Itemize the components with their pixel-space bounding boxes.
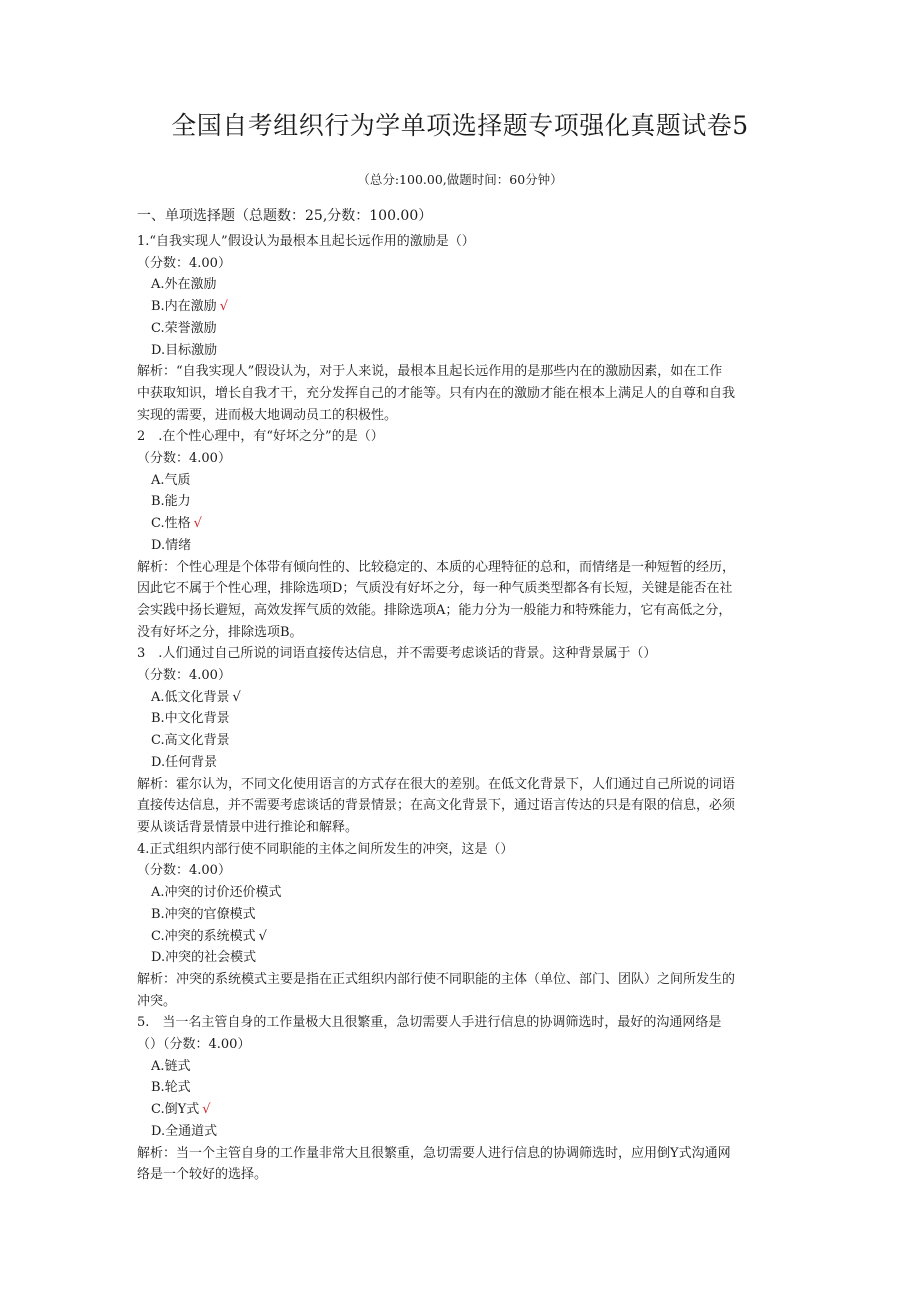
option-d: D.全通道式 bbox=[151, 1123, 218, 1139]
question-stem: 5. 当一名主管自身的工作量极大且很繁重，急切需要人手进行信息的协调筛选时，最好的沟通网络是 bbox=[137, 1015, 722, 1031]
option-b: B.中文化背景 bbox=[151, 711, 230, 727]
question-score: （分数：4.00） bbox=[137, 451, 231, 467]
question-3 bbox=[137, 643, 787, 838]
option-b: B.冲突的官僚模式 bbox=[151, 906, 256, 922]
question-5 bbox=[137, 1012, 787, 1186]
option-a: A.链式 bbox=[151, 1058, 191, 1074]
analysis-line: 会实践中扬长避短，高效发挥气质的效能。排除选项A；能力分为一般能力和特殊能力，它有高低之分， bbox=[137, 602, 732, 618]
option-b: B.轮式 bbox=[151, 1080, 191, 1096]
option-a: A.气质 bbox=[151, 472, 191, 488]
analysis-line: 中获取知识，增长自我才干，充分发挥自己的才能等。只有内在的激励才能在根本上满足人的自尊和自我 bbox=[137, 385, 736, 401]
document-body bbox=[137, 203, 787, 1186]
option-c: C.性格 √ bbox=[151, 516, 202, 532]
question-stem: 1.“自我实现人”假设认为最根本且起长远作用的激励是（） bbox=[137, 234, 475, 249]
question-score: （分数：4.00） bbox=[137, 668, 231, 684]
question-2 bbox=[137, 426, 787, 643]
analysis-line: 解析：霍尔认为，不同文化使用语言的方式存在很大的差别。在低文化背景下，人们通过自己所说的词语 bbox=[137, 776, 736, 792]
option-b: B.能力 bbox=[151, 494, 191, 510]
section-heading: 一、单项选择题（总题数：25,分数：100.00） bbox=[137, 208, 433, 224]
correct-check-icon: √ bbox=[193, 516, 202, 532]
option-b: B.内在激励 √ bbox=[151, 299, 228, 315]
question-stem: 3 .人们通过自己所说的词语直接传达信息，并不需要考虑谈话的背景。这种背景属于（） bbox=[137, 646, 657, 662]
analysis-line: 要从谈话背景情景中进行推论和解释。 bbox=[137, 819, 359, 835]
question-stem-continued: （）（分数：4.00） bbox=[137, 1037, 251, 1053]
option-c: C.荣誉激励 bbox=[151, 320, 217, 336]
question-stem: 2 .在个性心理中，有“好坏之分”的是（） bbox=[137, 429, 384, 445]
option-c: C.冲突的系统模式 √ bbox=[151, 928, 267, 944]
correct-check-icon: √ bbox=[232, 689, 241, 705]
question-score: （分数：4.00） bbox=[137, 863, 231, 879]
question-stem: 4.正式组织内部行使不同职能的主体之间所发生的冲突，这是（） bbox=[137, 841, 514, 857]
question-score: （分数：4.00） bbox=[137, 255, 231, 271]
exam-meta: （总分:100.00,做题时间：60分钟） bbox=[357, 172, 563, 187]
analysis-line: 解析：“自我实现人”假设认为，对于人来说，最根本且起长远作用的是那些内在的激励因素，如在工作 bbox=[137, 364, 723, 380]
option-d: D.冲突的社会模式 bbox=[151, 950, 257, 966]
option-a: A.低文化背景 √ bbox=[151, 689, 241, 705]
question-1 bbox=[137, 231, 787, 426]
option-a: A.外在激励 bbox=[151, 277, 217, 293]
analysis-line: 解析：当一个主管自身的工作量非常大且很繁重，急切需要人进行信息的协调筛选时，应用倒Y式沟通网 bbox=[137, 1145, 731, 1161]
analysis-line: 因此它不属于个性心理，排除选项D；气质没有好坏之分，每一种气质类型都各有长短，关键是能否在社 bbox=[137, 581, 733, 597]
analysis-line: 冲突。 bbox=[137, 993, 177, 1009]
analysis-line: 络是一个较好的选择。 bbox=[137, 1167, 268, 1183]
analysis-line: 实现的需要，进而极大地调动员工的积极性。 bbox=[137, 407, 398, 423]
option-a: A.冲突的讨价还价模式 bbox=[151, 885, 282, 901]
correct-check-icon: √ bbox=[258, 928, 267, 944]
correct-check-icon: √ bbox=[219, 299, 228, 315]
analysis-line: 解析：冲突的系统模式主要是指在正式组织内部行使不同职能的主体（单位、部门、团队）之间所发生的 bbox=[137, 971, 736, 987]
page-title: 全国自考组织行为学单项选择题专项强化真题试卷5 bbox=[171, 111, 749, 140]
analysis-line: 直接传达信息，并不需要考虑谈话的背景情景；在高文化背景下，通过语言传达的只是有限的信息，必须 bbox=[137, 798, 736, 814]
analysis-line: 解析：个性心理是个体带有倾向性的、比较稳定的、本质的心理特征的总和，而情绪是一种短暂的经历， bbox=[137, 559, 736, 575]
option-d: D.情绪 bbox=[151, 537, 192, 553]
option-d: D.目标激励 bbox=[151, 342, 218, 358]
option-d: D.任何背景 bbox=[151, 754, 218, 770]
option-c: C.高文化背景 bbox=[151, 733, 230, 749]
analysis-line: 没有好坏之分，排除选项B。 bbox=[137, 624, 303, 640]
correct-check-icon: √ bbox=[202, 1102, 211, 1118]
question-4 bbox=[137, 839, 787, 1013]
option-c: C.倒Y式 √ bbox=[151, 1102, 211, 1118]
